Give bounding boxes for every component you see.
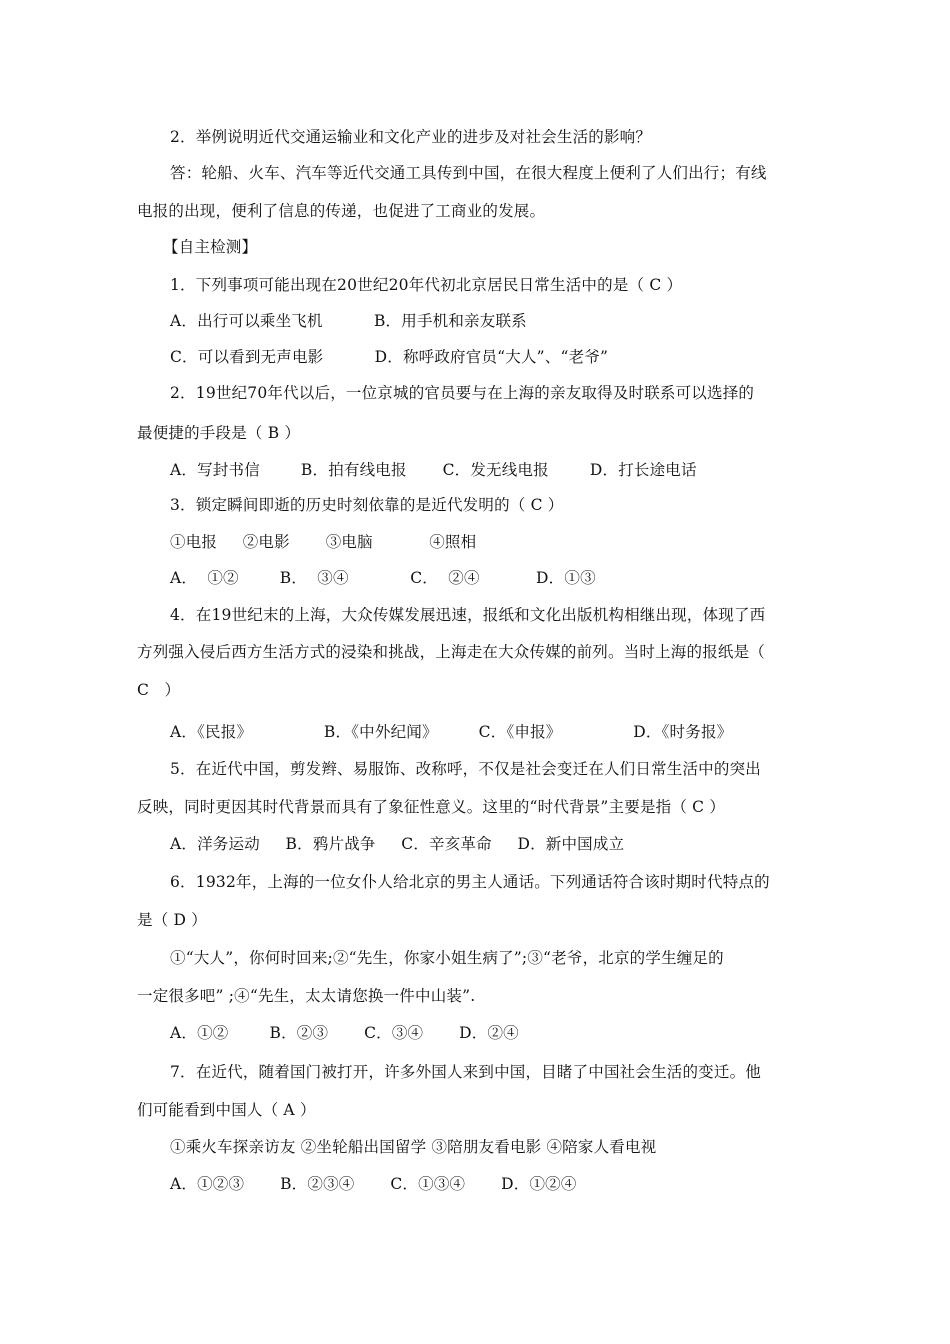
- question-2-options: A．写封书信 B．拍有线电报 C．发无线电报 D．打长途电话: [170, 461, 697, 479]
- question-7-items: ①乘火车探亲访友 ②坐轮船出国留学 ③陪朋友看电影 ④陪家人看电视: [170, 1138, 657, 1156]
- answer-text-line-1: 答：轮船、火车、汽车等近代交通工具传到中国，在很大程度上便利了人们出行；有线: [170, 164, 767, 182]
- question-3-items: ①电报 ②电影 ③电脑 ④照相: [170, 533, 477, 551]
- question-7-options: A．①②③ B．②③④ C．①③④ D．①②④: [170, 1175, 577, 1193]
- answer-text-line-2: 电报的出现，便利了信息的传递，也促进了工商业的发展。: [137, 202, 546, 220]
- question-7-line-2: 们可能看到中国人（ A ）: [137, 1101, 316, 1119]
- question-4-line-2: 方列强入侵后西方生活方式的浸染和挑战，上海走在大众传媒的前列。当时上海的报纸是（: [137, 643, 766, 661]
- question-5-options: A．洋务运动 B．鸦片战争 C．辛亥革命 D．新中国成立: [170, 835, 625, 853]
- question-5-line-1: 5．在近代中国，剪发辫、易服饰、改称呼，不仅是社会变迁在人们日常生活中的突出: [170, 760, 761, 778]
- question-1-options-cd: C．可以看到无声电影 D．称呼政府官员“大人”、“老爷”: [170, 348, 609, 366]
- question-2-line-1: 2．19世纪70年代以后，一位京城的官员要与在上海的亲友取得及时联系可以选择的: [170, 384, 755, 402]
- question-1: 1．下列事项可能出现在20世纪20年代初北京居民日常生活中的是（ C ）: [170, 276, 683, 294]
- question-2-line-2: 最便捷的手段是（ B ）: [137, 424, 301, 442]
- question-4-options: A．《民报》 B．《中外纪闻》 C．《申报》 D．《时务报》: [170, 723, 733, 741]
- question-3-options: A． ①② B． ③④ C． ②④ D．①③: [170, 569, 596, 587]
- question-7-line-1: 7．在近代，随着国门被打开，许多外国人来到中国，目睹了中国社会生活的变迁。他: [170, 1063, 761, 1081]
- question-4-answer: C ）: [137, 681, 181, 699]
- section-heading: 【自主检测】: [163, 238, 258, 256]
- question-6-options: A．①② B．②③ C．③④ D．②④: [170, 1024, 519, 1042]
- question-6-items-line-2: 一定很多吧” ;④“先生，太太请您换一件中山装”.: [137, 987, 476, 1005]
- question-2-review: 2．举例说明近代交通运输业和文化产业的进步及对社会生活的影响？: [170, 128, 652, 146]
- question-1-options-ab: A．出行可以乘坐飞机 B．用手机和亲友联系: [170, 312, 527, 330]
- question-4-line-1: 4．在19世纪末的上海，大众传媒发展迅速，报纸和文化出版机构相继出现，体现了西: [170, 606, 766, 624]
- question-6-line-2: 是（ D ）: [137, 911, 207, 929]
- question-5-line-2: 反映，同时更因其时代背景而具有了象征性意义。这里的“时代背景”主要是指（ C ）: [137, 798, 726, 816]
- question-6-line-1: 6．1932年，上海的一位女仆人给北京的男主人通话。下列通话符合该时期时代特点的: [170, 873, 770, 891]
- question-3: 3．锁定瞬间即逝的历史时刻依靠的是近代发明的（ C ）: [170, 496, 564, 514]
- question-6-items-line-1: ①“大人”，你何时回来;②“先生，你家小姐生病了”;③“老爷，北京的学生缠足的: [170, 949, 724, 967]
